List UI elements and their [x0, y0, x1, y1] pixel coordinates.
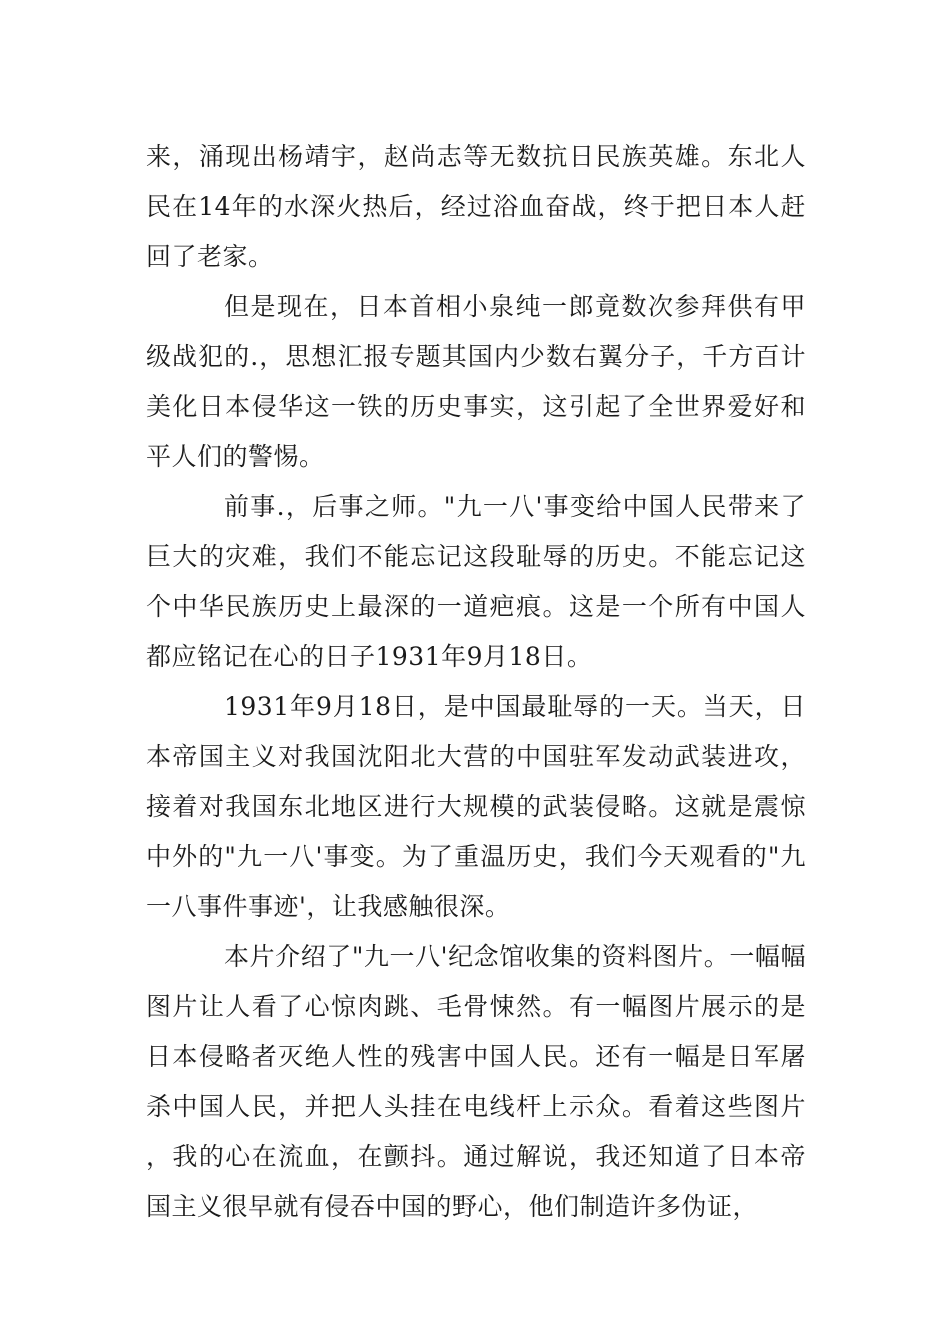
paragraph-5: 本片介绍了"九一八'纪念馆收集的资料图片。一幅幅图片让人看了心惊肉跳、毛骨悚然。有一幅图片展示的是日本侵略者灭绝人性的残害中国人民。还有一幅是日军屠杀中国人民，并把人头挂在电线杆上示众。看着这些图片，我的心在流血，在颤抖。通过解说，我还知道了日本帝国主义很早就有侵吞中国的野心，他们制造许多伪证，: [146, 942, 806, 1221]
paragraph-4: 1931年9月18日，是中国最耻辱的一天。当天，日本帝国主义对我国沈阳北大营的中国驻军发动武装进攻，接着对我国东北地区进行大规模的武装侵略。这就是震惊中外的"九一八'事变。为了重温历史，我们今天观看的"九一八事件事迹'，让我感触很深。: [146, 692, 806, 921]
paragraph-3: 前事.，后事之师。"九一八'事变给中国人民带来了巨大的灾难，我们不能忘记这段耻辱的历史。不能忘记这个中华民族历史上最深的一道疤痕。这是一个所有中国人都应铭记在心的日子1931年9月18日。: [146, 492, 806, 671]
paragraph-2: 但是现在，日本首相小泉纯一郎竟数次参拜供有甲级战犯的.，思想汇报专题其国内少数右翼分子，千方百计美化日本侵华这一铁的历史事实，这引起了全世界爱好和平人们的警惕。: [146, 292, 806, 471]
paragraph-1: 来，涌现出杨靖宇，赵尚志等无数抗日民族英雄。东北人民在14年的水深火热后，经过浴血奋战，终于把日本人赶回了老家。: [146, 142, 806, 271]
document-body: [146, 132, 806, 1232]
